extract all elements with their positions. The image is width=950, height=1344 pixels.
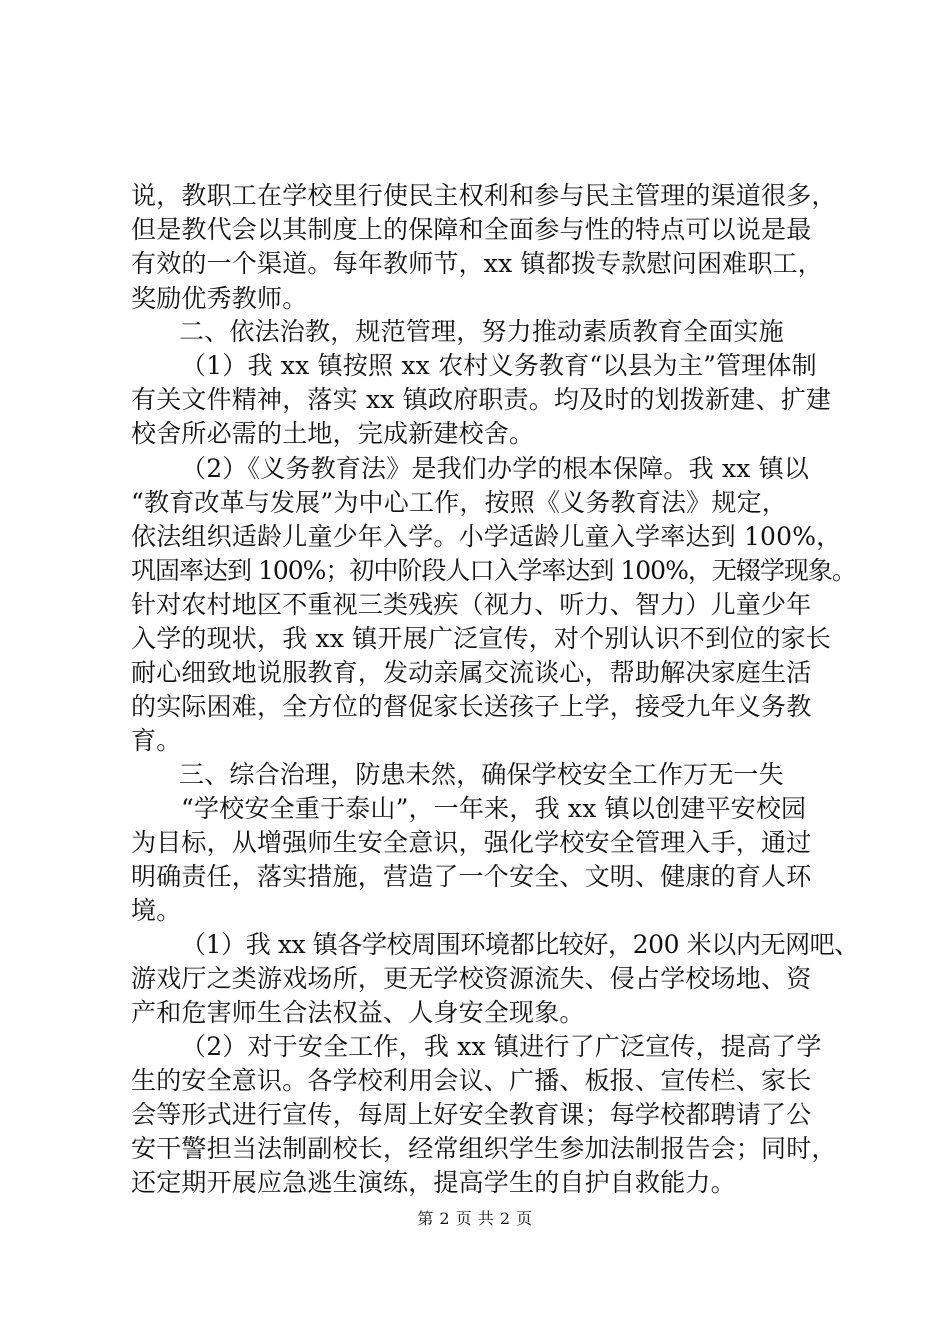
text-line: 安干警担当法制副校长，经常组织学生参加法制报告会；同时，: [131, 1134, 837, 1163]
text-line: 耐心细致地说服教育，发动亲属交流谈心，帮助解决家庭生活: [131, 658, 812, 687]
text-line: “学校安全重于泰山”，一年来，我 xx 镇以创建平安校园: [181, 794, 807, 823]
text-line: 境。: [131, 896, 182, 925]
page-footer: 第 2 页 共 2 页: [417, 1209, 533, 1228]
section-heading: 二、依法治教，规范管理，努力推动素质教育全面实施: [179, 317, 784, 346]
text-line: 明确责任，落实措施，营造了一个安全、文明、健康的育人环: [131, 862, 812, 891]
text-line: 的实际困难，全方位的督促家长送孩子上学，接受九年义务教: [131, 692, 812, 721]
text-line: 有关文件精神，落实 xx 镇政府职责。均及时的划拨新建、扩建: [131, 385, 832, 414]
text-line: 奖励优秀教师。: [131, 284, 308, 313]
text-line: 依法组织适龄儿童少年入学。小学适龄儿童入学率达到 100%，: [131, 522, 842, 551]
text-line: （1）我 xx 镇各学校周围环境都比较好，200 米以内无网吧、: [181, 930, 859, 959]
text-line: 会等形式进行宣传，每周上好安全教育课；每学校都聘请了公: [131, 1100, 812, 1129]
text-line: 有效的一个渠道。每年教师节，xx 镇都拨专款慰问困难职工，: [131, 249, 823, 278]
text-line: 游戏厅之类游戏场所，更无学校资源流失、侵占学校场地、资: [131, 964, 812, 993]
text-line: 巩固率达到 100%；初中阶段人口入学率达到 100%，无辍学现象。: [131, 556, 856, 585]
text-line: 但是教代会以其制度上的保障和全面参与性的特点可以说是最: [131, 215, 812, 244]
text-line: （2）对于安全工作，我 xx 镇进行了广泛宣传，提高了学: [181, 1032, 822, 1061]
text-line: 校舍所必需的土地，完成新建校舍。: [131, 419, 535, 448]
text-line: “教育改革与发展”为中心工作，按照《义务教育法》规定，: [131, 488, 787, 517]
text-line: 为目标，从增强师生安全意识，强化学校安全管理入手，通过: [131, 828, 812, 857]
text-line: 针对农村地区不重视三类残疾（视力、听力、智力）儿童少年: [131, 590, 812, 619]
text-line: （1）我 xx 镇按照 xx 农村义务教育“以县为主”管理体制: [181, 351, 817, 380]
section-heading: 三、综合治理，防患未然，确保学校安全工作万无一失: [179, 760, 784, 789]
text-line: 生的安全意识。各学校利用会议、广播、板报、宣传栏、家长: [131, 1066, 812, 1095]
text-line: （2）《义务教育法》是我们办学的根本保障。我 xx 镇以: [181, 454, 810, 483]
text-line: 产和危害师生合法权益、人身安全现象。: [131, 998, 585, 1027]
text-line: 入学的现状，我 xx 镇开展广泛宣传，对个别认识不到位的家长: [131, 624, 832, 653]
text-line: 说，教职工在学校里行使民主权利和参与民主管理的渠道很多，: [131, 181, 837, 210]
text-line: 还定期开展应急逃生演练，提高学生的自护自救能力。: [131, 1168, 736, 1197]
text-line: 育。: [131, 726, 182, 755]
